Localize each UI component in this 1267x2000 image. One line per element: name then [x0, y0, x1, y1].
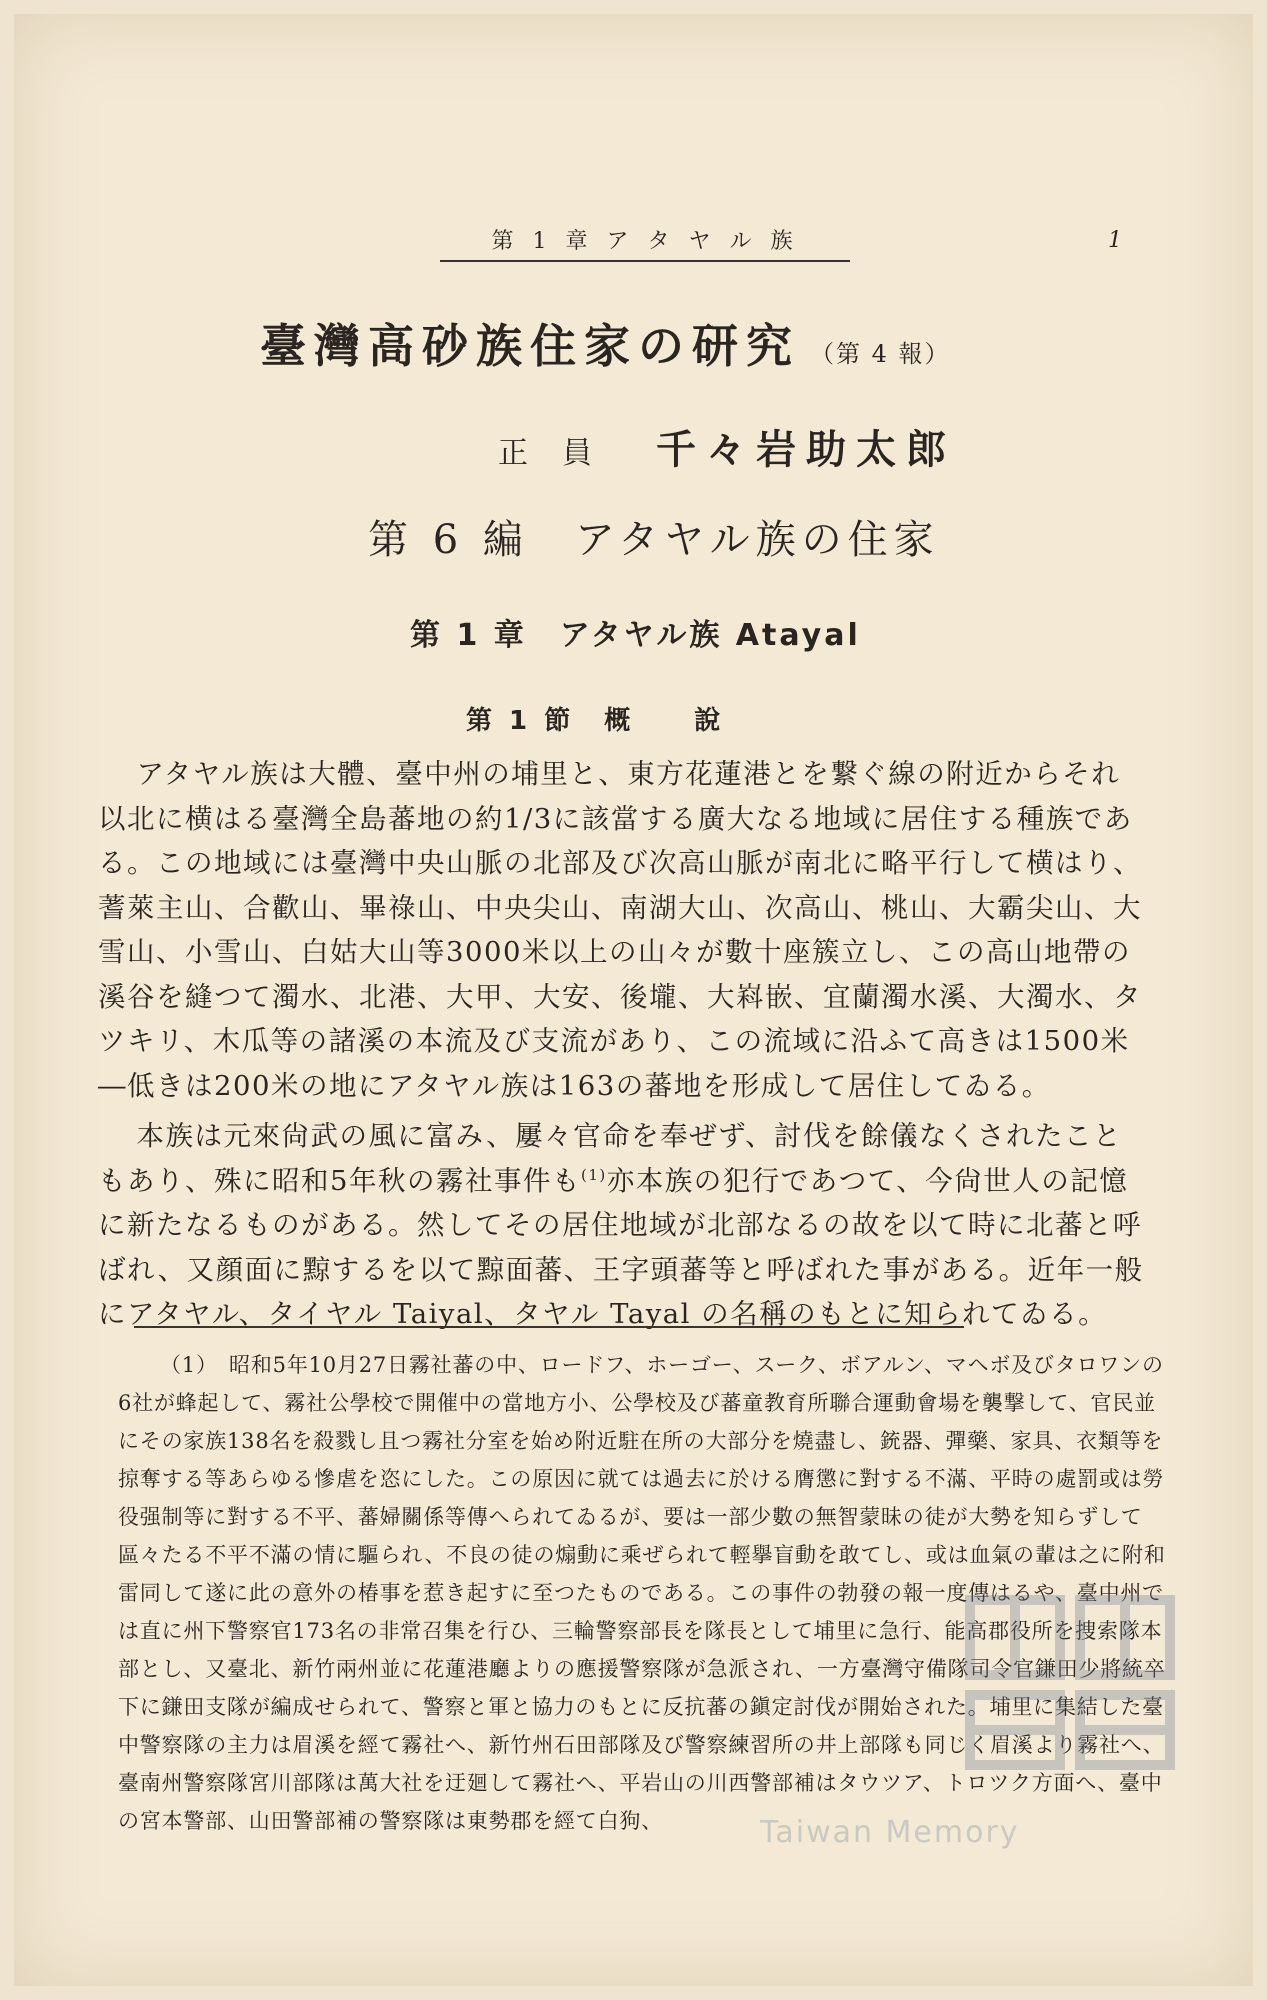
part-title: 第 6 編 アタヤル族の住家 [368, 517, 940, 563]
body-paragraph: アタヤル族は大體、臺中州の埔里と、東方花蓮港とを繋ぐ線の附近からそれ以北に横はる臺灣全島蕃地の約1/3に該當する廣大なる地域に居住する種族である。この地域には臺灣中央山脈の北部及び次高山脈が南北に略平行して横はり、蓍萊主山、合歡山、畢祿山、中央尖山、南湖大山、次高山、桃山、大霸尖山、大雪山、小雪山、白姑大山等3000米以上の山々が數十座簇立し、この高山地帶の溪谷を縫つて濁水、北港、大甲、大安、後壠、大嵙嵌、宜蘭濁水溪、大濁水、タツキリ、木瓜等の諸溪の本流及び支流があり、この流域に沿ふて高きは1500米―低きは200米の地にアタヤル族は163の蕃地を形成して居住してゐる。 [98, 758, 1142, 1102]
paragraph-text: 亦本族の犯行であつて、今尙世人の記憶に新たなるものがある。然してその居住地域が北部なるの故を以て時に北蕃と呼ばれ、又顔面に黥するを以て黥面蕃、王字頭蕃等と呼ばれた事がある。近年一般にアタヤル、タイヤル Taiyal、タヤル Tayal の名稱のもとに知られてゐる。 [98, 1164, 1144, 1330]
body-paragraph [98, 1114, 1148, 1337]
footnote-reference[interactable]: (1) [581, 1165, 607, 1184]
body-text [98, 752, 1148, 1343]
author-role: 正員 [498, 436, 626, 471]
chapter-title: 第 1 章 アタヤル族 Atayal [410, 618, 861, 653]
footnote-text: （1） 昭和5年10月27日霧社蕃の中、ロードフ、ホーゴー、スーク、ボアルン、マヘボ及びタロワンの6社が蜂起して、霧社公學校で開催中の當地方小、公學校及び蕃童教育所聯合運動會場を襲撃して、官民並にその家族138名を殺戮し且つ霧社分室を始め附近駐在所の大部分を燒盡し、銃器、彈藥、家具、衣類等を掠奪する等あらゆる慘虐を恣にした。この原因に就ては過去に於ける膺懲に對する不滿、平時の處罰或は勞役强制等に對する不平、蕃婦關係等傳へられてゐるが、要は一部少數の無智蒙昧の徒が大勢を知らずして區々たる不平不滿の情に驅られ、不良の徒の煽動に乘ぜられて輕擧盲動を敢てし、或は血氣の輩は之に附和雷同して遂に此の意外の椿事を惹き起すに至つたものである。この事件の勃發の報一度傳はるや、臺中州では直に州下警察官173名の非常召集を行ひ、三輪警察部長を隊長として埔里に急行、能高郡役所を捜索隊本部とし、又臺北、新竹兩州並に花蓮港廳よりの應援警察隊が急派され、一方臺灣守備隊司令官鎌田少將統卒下に鎌田支隊が編成せられて、警察と軍と協力のもとに反抗蕃の鎭定討伐が開始された。埔里に集結した臺中警察隊の主力は眉溪を經て霧社へ、新竹州石田部隊及び警察練習所の井上部隊も同じく眉溪より霧社へ、臺南州警察隊宮川部隊は萬大社を迂廻して霧社へ、平岩山の川西警部補はタウツア、トロツク方面へ、臺中の宮本警部、山田警部補の警察隊は東勢郡を經て白狗、 [118, 1353, 1166, 1833]
author-name: 千々岩助太郎 [656, 426, 956, 473]
watermark [760, 1560, 1230, 1860]
footnote-divider [134, 1326, 964, 1328]
article-title: 臺灣高砂族住家の研究 [260, 319, 800, 373]
paragraph-text: 本族は元來尙武の風に富み、屢々官命を奉ぜず、討伐を餘儀なくされたこともあり、殊に昭和5年秋の霧社事件も [98, 1120, 1122, 1197]
running-head: 第 1 章 ア タ ヤ ル 族 [440, 224, 850, 262]
watermark-text: Taiwan Memory [760, 1815, 1020, 1850]
title-block [260, 310, 980, 376]
page-number: 1 [1108, 228, 1122, 253]
watermark-seal-icon [950, 1580, 1200, 1780]
author-line [498, 418, 956, 475]
section-title: 第 1 節 概 說 [466, 706, 725, 736]
report-number: （第 4 報） [810, 340, 951, 368]
